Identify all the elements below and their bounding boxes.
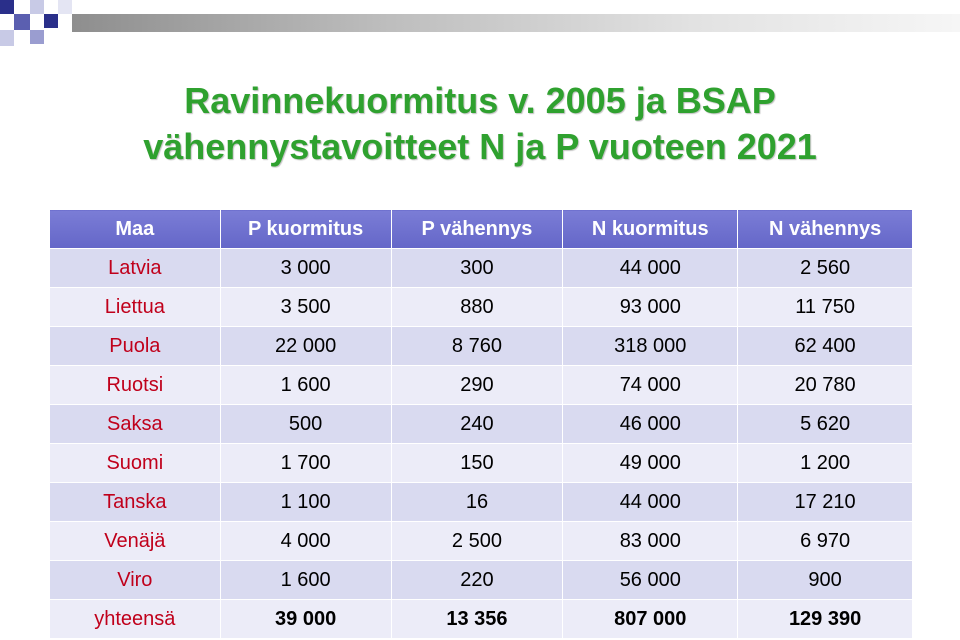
cell-n-vahennys: 6 970	[738, 522, 913, 561]
cell-p-kuormitus: 500	[220, 405, 391, 444]
cell-n-vahennys: 1 200	[738, 444, 913, 483]
decor-square	[30, 0, 44, 14]
decor-square	[14, 14, 30, 30]
cell-p-vahennys: 880	[391, 288, 563, 327]
cell-p-vahennys: 150	[391, 444, 563, 483]
decor-square	[58, 0, 72, 14]
cell-n-kuormitus: 83 000	[563, 522, 738, 561]
cell-country: Liettua	[50, 288, 221, 327]
cell-n-kuormitus: 44 000	[563, 249, 738, 288]
header-p-vahennys: P vähennys	[391, 210, 563, 249]
cell-country: Latvia	[50, 249, 221, 288]
table-row	[50, 366, 913, 405]
cell-n-vahennys: 900	[738, 561, 913, 600]
title-line-2: vähennystavoitteet N ja P vuoteen 2021	[143, 126, 817, 167]
cell-p-kuormitus-total: 39 000	[220, 600, 391, 639]
cell-n-vahennys: 17 210	[738, 483, 913, 522]
cell-n-vahennys-total: 129 390	[738, 600, 913, 639]
cell-country: Puola	[50, 327, 221, 366]
cell-n-vahennys: 5 620	[738, 405, 913, 444]
cell-p-vahennys: 16	[391, 483, 563, 522]
cell-n-kuormitus: 56 000	[563, 561, 738, 600]
table-row	[50, 405, 913, 444]
cell-p-kuormitus: 1 600	[220, 366, 391, 405]
cell-n-kuormitus: 74 000	[563, 366, 738, 405]
decor-square	[44, 14, 58, 28]
top-gradient-bar	[72, 14, 960, 32]
cell-p-vahennys: 240	[391, 405, 563, 444]
cell-country: Saksa	[50, 405, 221, 444]
cell-p-vahennys-total: 13 356	[391, 600, 563, 639]
cell-p-vahennys: 220	[391, 561, 563, 600]
cell-n-kuormitus: 318 000	[563, 327, 738, 366]
cell-p-vahennys: 2 500	[391, 522, 563, 561]
table-row	[50, 288, 913, 327]
table-header-row	[50, 210, 913, 249]
decor-square	[30, 30, 44, 44]
cell-p-kuormitus: 4 000	[220, 522, 391, 561]
cell-p-kuormitus: 1 100	[220, 483, 391, 522]
cell-n-vahennys: 2 560	[738, 249, 913, 288]
table-row	[50, 483, 913, 522]
header-p-kuormitus: P kuormitus	[220, 210, 391, 249]
cell-n-vahennys: 62 400	[738, 327, 913, 366]
cell-country: Suomi	[50, 444, 221, 483]
table-row	[50, 249, 913, 288]
decor-square	[0, 0, 14, 14]
table-row	[50, 444, 913, 483]
cell-country: Viro	[50, 561, 221, 600]
header-n-vahennys: N vähennys	[738, 210, 913, 249]
table-row	[50, 327, 913, 366]
title-line-1: Ravinnekuormitus v. 2005 ja BSAP	[184, 80, 776, 121]
header-maa: Maa	[50, 210, 221, 249]
cell-country: Tanska	[50, 483, 221, 522]
cell-p-kuormitus: 1 700	[220, 444, 391, 483]
nutrient-load-table	[49, 209, 913, 639]
table-row	[50, 561, 913, 600]
cell-p-kuormitus: 3 000	[220, 249, 391, 288]
cell-n-kuormitus: 93 000	[563, 288, 738, 327]
header-n-kuormitus: N kuormitus	[563, 210, 738, 249]
cell-p-vahennys: 290	[391, 366, 563, 405]
table-row	[50, 522, 913, 561]
cell-country: Ruotsi	[50, 366, 221, 405]
cell-n-vahennys: 20 780	[738, 366, 913, 405]
cell-p-vahennys: 300	[391, 249, 563, 288]
cell-n-kuormitus: 49 000	[563, 444, 738, 483]
cell-p-vahennys: 8 760	[391, 327, 563, 366]
cell-n-kuormitus: 46 000	[563, 405, 738, 444]
slide-title	[60, 78, 900, 170]
cell-p-kuormitus: 1 600	[220, 561, 391, 600]
cell-p-kuormitus: 22 000	[220, 327, 391, 366]
cell-n-kuormitus: 44 000	[563, 483, 738, 522]
cell-p-kuormitus: 3 500	[220, 288, 391, 327]
cell-country: Venäjä	[50, 522, 221, 561]
decor-square	[0, 30, 14, 46]
cell-n-vahennys: 11 750	[738, 288, 913, 327]
table-total-row	[50, 600, 913, 639]
cell-n-kuormitus-total: 807 000	[563, 600, 738, 639]
cell-country: yhteensä	[50, 600, 221, 639]
